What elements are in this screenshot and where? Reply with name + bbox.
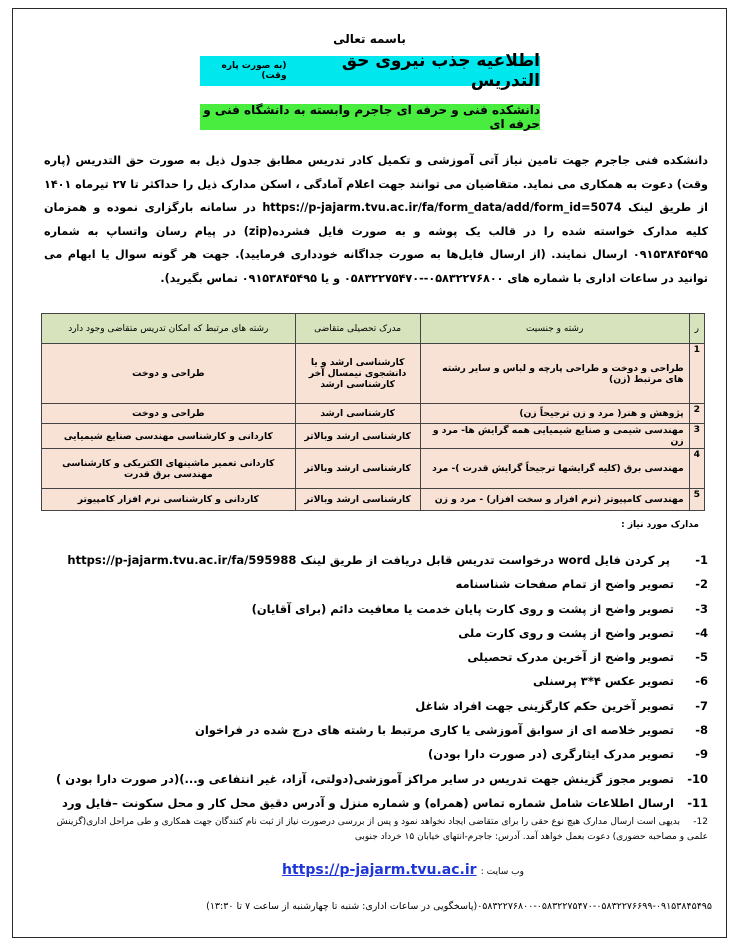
list-item [40, 669, 708, 693]
list-item [40, 815, 708, 845]
list-item [40, 694, 708, 718]
row-degree: کارشناسی ارشد وبالاتر [295, 424, 420, 449]
row-field: مهندسی شیمی و صنایع شیمیایی همه گرایش ها- مرد و زن [420, 424, 689, 449]
list-item [40, 718, 708, 742]
row-num: 3 [689, 424, 704, 449]
table-row [42, 449, 705, 489]
table-row [42, 404, 705, 424]
row-num: 4 [689, 449, 704, 489]
item-number: 7- [695, 698, 708, 713]
word-form-link[interactable]: https://p-jajarm.tvu.ac.ir/fa/595988 [67, 553, 297, 567]
item-text: تصویر آخرین حکم کارگزینی جهت افراد شاغل [415, 698, 674, 713]
row-degree: کارشناسی ارشد وبالاتر [295, 449, 420, 489]
announcement-title [200, 51, 540, 91]
item-number: 12- [693, 817, 708, 828]
list-item [40, 742, 708, 766]
row-field: پژوهش و هنر( مرد و زن ترجیحاً زن) [420, 404, 689, 424]
required-docs-list [40, 548, 708, 845]
item-text: تصویر واضح از تمام صفحات شناسنامه [455, 577, 674, 592]
requirements-table [41, 313, 705, 511]
header-num: ر [689, 314, 704, 344]
contact-numbers: ۰۵۸۳۲۲۷۶۸۰۰-۰۵۸۳۲۲۷۵۴۷۰-۰۵۸۳۲۲۷۶۶۹۹-۰۹۱۵۳۸۴۵۴۹۵(پاسخگویی در ساعات اداری: شنبه تا چهارشنبه از ساعت ۷ تا ۱۳:۳۰) [206, 901, 712, 912]
row-field: مهندسی برق (کلیه گرایشها ترجیحاً گرایش قدرت )- مرد [420, 449, 689, 489]
row-num: 1 [689, 344, 704, 404]
item-text: ارسال اطلاعات شامل شماره تماس (همراه) و شماره منزل و آدرس دقیق محل کار و محل سکونت –فایل ورد [61, 795, 674, 810]
website-label: وب سایت : [480, 867, 524, 877]
list-item [40, 572, 708, 596]
header-field: رشته و جنسیت [420, 314, 689, 344]
item-number: 6- [695, 674, 708, 689]
item-text: تصویر خلاصه ای از سوابق آموزشی یا کاری مرتبط با رشته های درج شده در فراخوان [195, 723, 674, 738]
item-number: 2- [695, 577, 708, 592]
item-number: 11- [687, 795, 708, 810]
required-docs-title: مدارک مورد نیاز : [621, 520, 699, 530]
title-suffix: (به صورت پاره وقت) [221, 61, 287, 81]
item-number: 10- [687, 771, 708, 786]
row-degree: کارشناسی ارشد و یا دانشجوی نیمسال آخر کارشناسی ارشد [295, 344, 420, 404]
row-field: مهندسی کامپیوتر (نرم افزار و سخت افزار) - مرد و زن [420, 489, 689, 511]
table-row [42, 489, 705, 511]
basmala: باسمه تعالی [333, 32, 406, 46]
item-text: تصویر واضح از پشت و روی کارت پایان خدمت یا معافیت دائم (برای آقایان) [251, 601, 674, 616]
intro-paragraph [44, 149, 708, 291]
item-text: تصویر واضح از پشت و روی کارت ملی [458, 625, 674, 640]
item-text: تصویر مجوز گزینش جهت تدریس در سایر مراکز آموزشی(دولتی، آزاد، غیر انتفاعی و...)(در صورت دارا بودن ) [56, 771, 674, 786]
item-number: 1- [695, 553, 708, 567]
title-main: اطلاعیه جذب نیروی حق التدریس [341, 51, 540, 91]
row-field: طراحی و دوخت و طراحی پارچه و لباس و سایر رشته های مرتبط (زن) [420, 344, 689, 404]
row-related: کاردانی تعمیر ماشینهای الکتریکی و کارشناسی مهندسی برق قدرت [42, 449, 296, 489]
item-number: 9- [695, 747, 708, 762]
item-text: پر کردن فایل word درخواست تدریس قابل دریافت از طریق لینک [300, 553, 670, 567]
list-item [40, 767, 708, 791]
row-related: کاردانی و کارشناسی نرم افزار کامپیوتر [42, 489, 296, 511]
row-degree: کارشناسی ارشد [295, 404, 420, 424]
row-num: 2 [689, 404, 704, 424]
row-degree: کارشناسی ارشد وبالاتر [295, 489, 420, 511]
item-text: تصویر عکس ۴*۳ پرسنلی [532, 674, 674, 689]
intro-part1: دانشکده فنی جاجرم جهت تامین نیاز آتی آموزشی و تکمیل کادر تدریس مطابق جدول ذیل به صورت حق التدریس (پاره وقت) دعوت به همکاری می نماید. متقاضیان می توانند جهت اعلام آمادگی ، اسکن مدارک ذیل را حداکثر تا ۲۷ تیرماه ۱۴۰۱ از طریق لینک [44, 154, 709, 215]
table-header-row [42, 314, 705, 344]
intro-part2: در سامانه بارگزاری نموده و همزمان کلیه مدارک خواسته شده را در قالب یک پوشه و به صورت فایل فشرده(zip) در پیام رسان واتساپ به شماره ۰۹۱۵۳۸۴۵۴۹۵ ارسال نمایند. (از ارسال فایل‌ها به صورت جداگانه خودداری فرمایید). جهت هر گونه سوال یا ابهام می توانید در ساعات اداری با شماره های ۰۵۸۳۲۲۷۶۸۰۰--۰۵۸۳۲۲۷۵۴۷۰ و یا ۰۹۱۵۳۸۴۵۴۹۵ تماس بگیرید). [44, 201, 708, 285]
row-num: 5 [689, 489, 704, 511]
list-item [40, 645, 708, 669]
item-text: تصویر مدرک ایثارگری (در صورت دارا بودن) [428, 747, 674, 762]
table-row [42, 424, 705, 449]
header-degree: مدرک تحصیلی متقاضی [295, 314, 420, 344]
item-number: 3- [695, 601, 708, 616]
list-item [40, 621, 708, 645]
upload-link[interactable]: https://p-jajarm.tvu.ac.ir/fa/form_data/add/form_id=5074 [262, 201, 622, 215]
item-text: تصویر واضح از آخرین مدرک تحصیلی [467, 650, 674, 665]
list-item [40, 597, 708, 621]
website-line [282, 862, 524, 878]
header-related: رشته های مرتبط که امکان تدریس متقاضی وجود دارد [42, 314, 296, 344]
list-item [40, 791, 708, 815]
item-number: 5- [695, 650, 708, 665]
list-item [40, 548, 708, 572]
faculty-subtitle: دانشکده فنی و حرفه ای جاجرم وابسته به دانشگاه فنی و حرفه ای [200, 104, 540, 130]
row-related: طراحی و دوخت [42, 404, 296, 424]
item-number: 8- [695, 723, 708, 738]
row-related: طراحی و دوخت [42, 344, 296, 404]
item-text: بدیهی است ارسال مدارک هیچ نوع حقی را برای متقاضی ایجاد نخواهد نمود و پس از بررسی درصورت نیاز از ثبت نام کنندگان جهت همکاری و طی مراحل اداری(گزینش علمی و مصاحبه حضوری) دعوت بعمل خواهد آمد. آدرس: جاجرم-انتهای خیابان ۱۵ خرداد جنوبی [56, 817, 708, 843]
row-related: کاردانی و کارشناسی مهندسی صنایع شیمیایی [42, 424, 296, 449]
table-row [42, 344, 705, 404]
website-link[interactable]: https://p-jajarm.tvu.ac.ir [282, 862, 477, 878]
item-number: 4- [695, 625, 708, 640]
